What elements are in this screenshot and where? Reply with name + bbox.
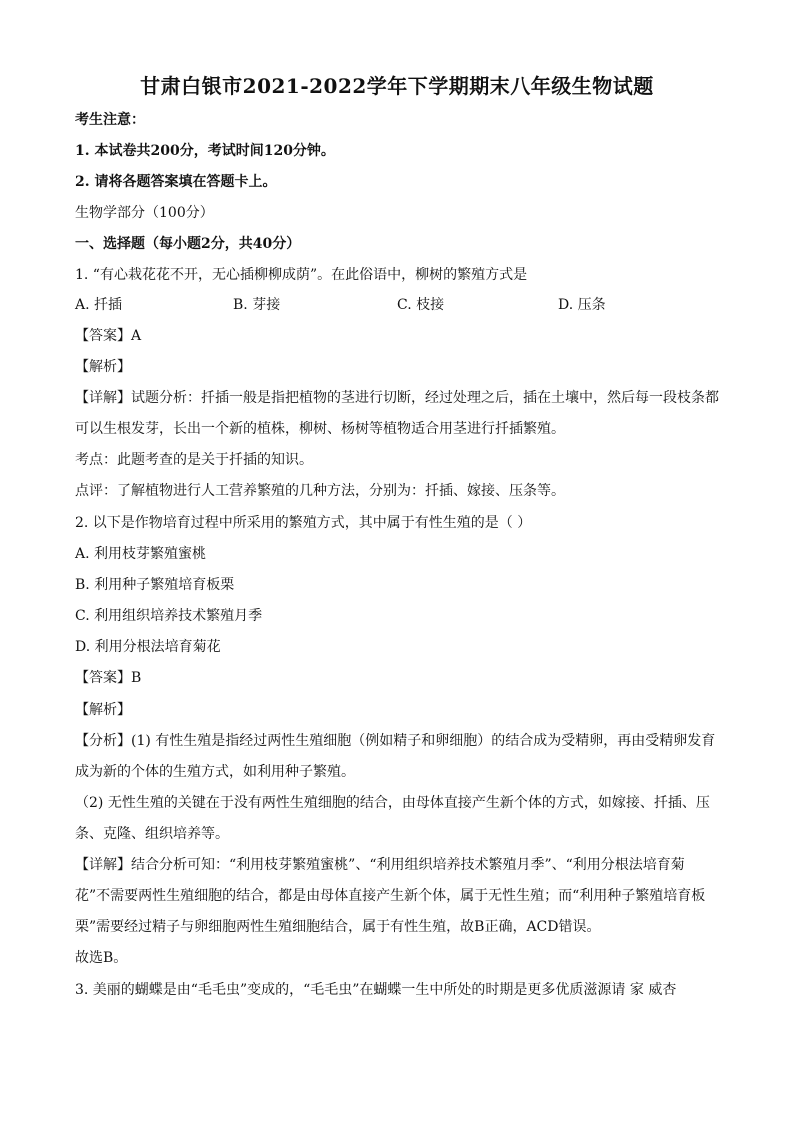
question-2-fenxi-line-3: （2) 无性生殖的关键在于没有两性生殖细胞的结合，由母体直接产生新个体的方式，如嫁接、扦插、压 bbox=[75, 795, 710, 811]
part-heading: 一、选择题（每小题2分，共40分） bbox=[75, 236, 301, 252]
question-2-option-d: D. 利用分根法培育菊花 bbox=[75, 639, 221, 655]
notice-heading: 考生注意： bbox=[75, 112, 145, 128]
option-b: B. 芽接 bbox=[233, 297, 281, 313]
question-2-detail-line-1: 【详解】结合分析可知：“利用枝芽繁殖蜜桃”、“利用组织培养技术繁殖月季”、“利用分根法培育菊 bbox=[75, 857, 685, 873]
page-title: 甘肃白银市2021-2022学年下学期期末八年级生物试题 bbox=[140, 74, 654, 98]
question-2-analysis-label: 【解析】 bbox=[75, 702, 131, 718]
question-1-analysis-label: 【解析】 bbox=[75, 359, 131, 375]
question-3-stem: 3. 美丽的蝴蝶是由“毛毛虫”变成的，“毛毛虫”在蝴蝶一生中所处的时期是更多优质滋源请 家 威杏 bbox=[75, 982, 677, 998]
question-2-option-a: A. 利用枝芽繁殖蜜桃 bbox=[75, 546, 207, 562]
notice-item-1: 1. 本试卷共200分，考试时间120分钟。 bbox=[75, 143, 335, 159]
option-d: D. 压条 bbox=[558, 297, 606, 313]
question-2-stem: 2. 以下是作物培育过程中所采用的繁殖方式，其中属于有性生殖的是（ ） bbox=[75, 515, 532, 531]
question-2-fenxi-line-4: 条、克隆、组织培养等。 bbox=[75, 826, 229, 842]
question-2-detail-line-3: 栗”需要经过精子与卵细胞两性生殖细胞结合，属于有性生殖，故B正确，ACD错误。 bbox=[75, 919, 601, 935]
question-1-stem: 1. “有心栽花花不开，无心插柳柳成荫”。在此俗语中，柳树的繁殖方式是 bbox=[75, 267, 528, 283]
question-1-answer: 【答案】A bbox=[75, 328, 142, 344]
notice-item-2: 2. 请将各题答案填在答题卡上。 bbox=[75, 174, 277, 190]
question-2-detail-line-2: 花”不需要两性生殖细胞的结合，都是由母体直接产生新个体，属于无性生殖；而“利用种子繁殖培育板 bbox=[75, 888, 706, 904]
question-1-detail-line-2: 可以生根发芽，长出一个新的植株，柳树、杨树等植物适合用茎进行扦插繁殖。 bbox=[75, 421, 565, 437]
section-heading: 生物学部分（100分） bbox=[75, 205, 214, 221]
question-1-comment: 点评：了解植物进行人工营养繁殖的几种方法，分别为：扦插、嫁接、压条等。 bbox=[75, 483, 565, 499]
question-1-detail-line-1: 【详解】试题分析：扦插一般是指把植物的茎进行切断，经过处理之后，插在土壤中，然后每一段枝条都 bbox=[75, 390, 719, 406]
question-1-point: 考点：此题考查的是关于扦插的知识。 bbox=[75, 452, 313, 468]
question-2-option-c: C. 利用组织培养技术繁殖月季 bbox=[75, 608, 263, 624]
option-a: A. 扦插 bbox=[75, 297, 123, 313]
question-2-option-b: B. 利用种子繁殖培育板栗 bbox=[75, 577, 235, 593]
option-c: C. 枝接 bbox=[397, 297, 445, 313]
question-2-fenxi-line-2: 成为新的个体的生殖方式，如利用种子繁殖。 bbox=[75, 764, 355, 780]
question-2-answer: 【答案】B bbox=[75, 670, 142, 686]
question-2-conclusion: 故选B。 bbox=[75, 950, 128, 966]
question-1-options bbox=[75, 294, 725, 314]
question-2-fenxi-line-1: 【分析】(1) 有性生殖是指经过两性生殖细胞（例如精子和卵细胞）的结合成为受精卵，再由受精卵发育 bbox=[75, 733, 716, 749]
